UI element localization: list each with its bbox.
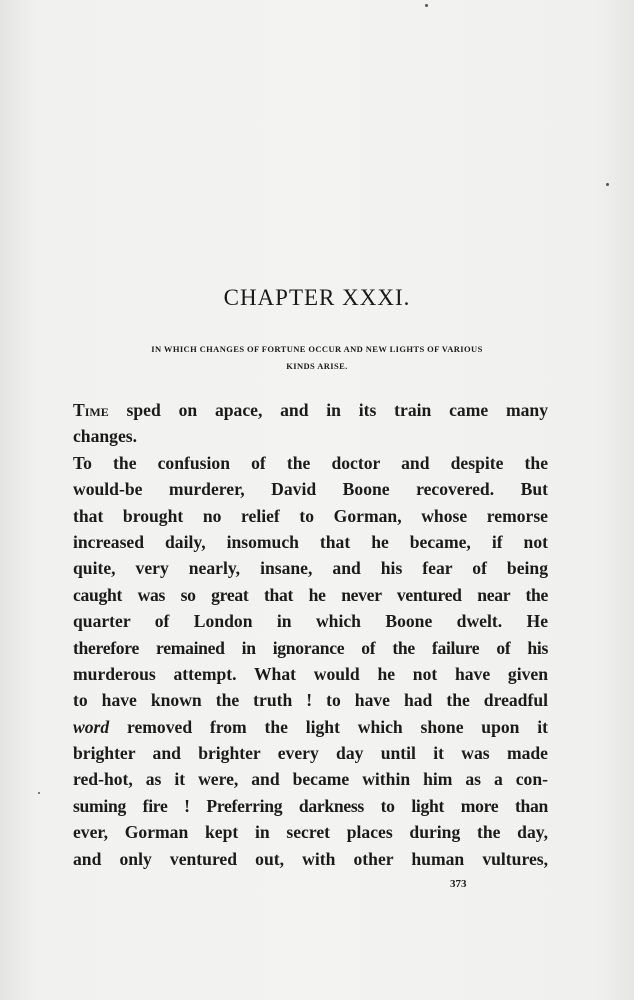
text-line: would-be murderer, David Boone recovered. But — [73, 479, 548, 500]
page-number: 373 — [450, 878, 467, 890]
ink-speck — [38, 792, 40, 794]
text-line: To the confusion of the doctor and despite the — [73, 452, 548, 473]
text-line: ever, Gorman kept in secret places during the day, — [73, 822, 548, 843]
text-line: murderous attempt. What would he not have given — [73, 663, 548, 684]
text-line — [73, 397, 548, 423]
text-line: suming fire ! Preferring darkness to light more than — [73, 795, 548, 816]
chapter-subtitle — [70, 341, 564, 375]
text-line: to have known the truth ! to have had the dreadful — [73, 690, 548, 711]
chapter-title: CHAPTER XXXI. — [223, 285, 411, 310]
italic-word: word — [73, 716, 110, 737]
ink-speck — [606, 183, 609, 186]
text-line: increased daily, insomuch that he became, if not — [73, 531, 548, 552]
text-line — [73, 714, 548, 740]
line-text: sped on apace, and in its train came many — [108, 400, 548, 420]
text-line: quarter of London in which Boone dwelt. He — [73, 611, 548, 632]
text-line: changes. — [73, 426, 138, 447]
text-line: caught was so great that he never ventured near the — [73, 584, 548, 605]
subtitle-line: KINDS ARISE. — [286, 361, 348, 371]
line-text: removed from the light which shone upon it — [109, 716, 548, 737]
drop-word: Time — [73, 400, 109, 420]
text-line: therefore remained in ignorance of the failure of his — [73, 637, 548, 658]
subtitle-line: IN WHICH CHANGES OF FORTUNE OCCUR AND NEW LIGHTS OF VARIOUS — [151, 344, 483, 354]
text-line: brighter and brighter every day until it was made — [73, 743, 548, 764]
text-line: and only ventured out, with other human vultures, — [73, 848, 548, 869]
ink-speck — [425, 4, 428, 7]
text-line: that brought no relief to Gorman, whose remorse — [73, 505, 548, 526]
chapter-body — [73, 397, 548, 872]
text-line: red-hot, as it were, and became within him as a con- — [73, 769, 548, 790]
text-line: quite, very nearly, insane, and his fear of being — [73, 558, 548, 579]
